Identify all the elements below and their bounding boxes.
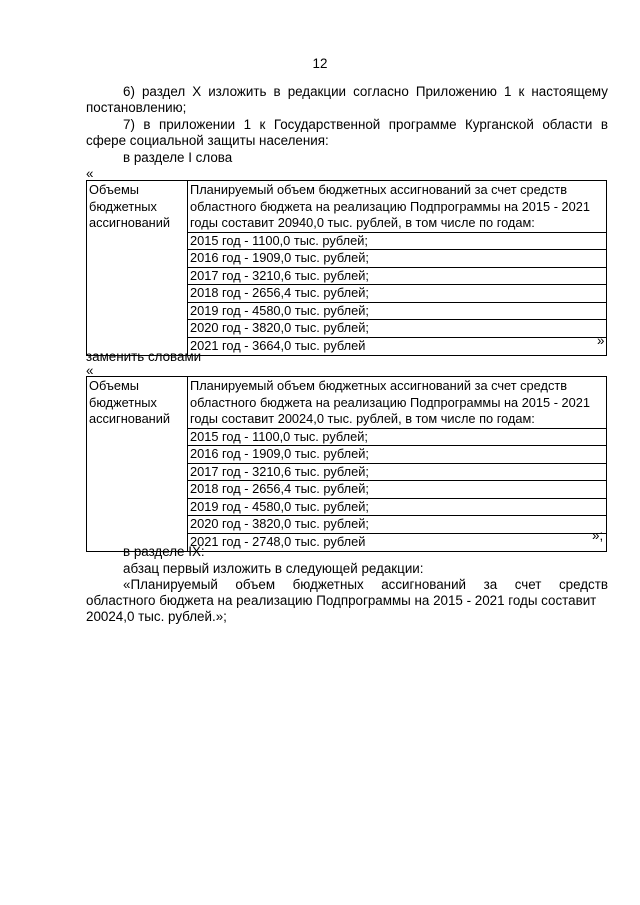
table-old-year: 2021 год - 3664,0 тыс. рублей xyxy=(190,337,366,353)
table-new-year: 2019 год - 4580,0 тыс. рублей; xyxy=(190,498,369,514)
table-new-year: 2015 год - 1100,0 тыс. рублей; xyxy=(190,428,368,444)
replace-words: заменить словами xyxy=(86,349,202,364)
table-old-year: 2017 год - 3210,6 тыс. рублей; xyxy=(190,267,369,283)
final-quote-line3: 20024,0 тыс. рублей.»; xyxy=(86,609,227,624)
close-quote-1: » xyxy=(597,333,605,348)
section-1-intro: в разделе I слова xyxy=(123,150,233,165)
table-new-year: 2017 год - 3210,6 тыс. рублей; xyxy=(190,463,369,479)
table-new-intro-1: Планируемый объем бюджетных ассигнований за счет средств xyxy=(190,378,568,393)
open-quote-2: « xyxy=(86,363,94,378)
first-paragraph-intro: абзац первый изложить в следующей редакции: xyxy=(123,561,424,576)
paragraph-6-line2: постановлению; xyxy=(86,100,187,115)
paragraph-7-line1: 7) в приложении 1 к Государственной программе Курганской области в xyxy=(123,117,608,132)
table-old-intro-3: годы составит 20940,0 тыс. рублей, в том числе по годам: xyxy=(190,215,535,230)
paragraph-7-line2: сфере социальной защиты населения: xyxy=(86,133,329,148)
table-new-label: Объемы бюджетных ассигнований xyxy=(87,377,188,552)
table-old-year: 2018 год - 2656,4 тыс. рублей; xyxy=(190,285,369,300)
table-new-year: 2020 год - 3820,0 тыс. рублей; xyxy=(190,516,369,531)
table-old-year: 2019 год - 4580,0 тыс. рублей; xyxy=(190,302,369,318)
final-quote-line2: областного бюджета на реализацию Подпрограммы на 2015 - 2021 годы составит xyxy=(86,593,597,608)
table-old-intro-1: Планируемый объем бюджетных ассигнований за счет средств xyxy=(190,182,568,197)
table-new-intro-2: областного бюджета на реализацию Подпрограммы на 2015 - 2021 xyxy=(190,394,590,410)
paragraph-6-line1: 6) раздел Х изложить в редакции согласно Приложению 1 к настоящему xyxy=(123,84,608,99)
table-new-year: 2016 год - 1909,0 тыс. рублей; xyxy=(190,446,369,461)
table-new-value xyxy=(188,377,607,552)
table-new-year: 2021 год - 2748,0 тыс. рублей xyxy=(190,533,366,549)
table-old-label: Объемы бюджетных ассигнований xyxy=(87,181,188,356)
final-quote-line1: «Планируемый объем бюджетных ассигнований за счет средств xyxy=(123,577,608,592)
budget-table-new xyxy=(86,376,607,552)
table-old-intro-2: областного бюджета на реализацию Подпрограммы на 2015 - 2021 xyxy=(190,198,590,214)
table-new-year: 2018 год - 2656,4 тыс. рублей; xyxy=(190,481,369,496)
table-old-year: 2016 год - 1909,0 тыс. рублей; xyxy=(190,250,369,265)
table-old-year: 2020 год - 3820,0 тыс. рублей; xyxy=(190,320,369,335)
page-number: 12 xyxy=(312,56,328,71)
table-old-value xyxy=(188,181,607,356)
budget-table-old xyxy=(86,180,607,356)
table-new-intro-3: годы составит 20024,0 тыс. рублей, в том числе по годам: xyxy=(190,411,535,426)
close-quote-2: »; xyxy=(592,528,604,543)
open-quote-1: « xyxy=(86,166,94,181)
table-old-year: 2015 год - 1100,0 тыс. рублей; xyxy=(190,232,368,248)
section-9-intro: в разделе IX: xyxy=(123,544,205,559)
